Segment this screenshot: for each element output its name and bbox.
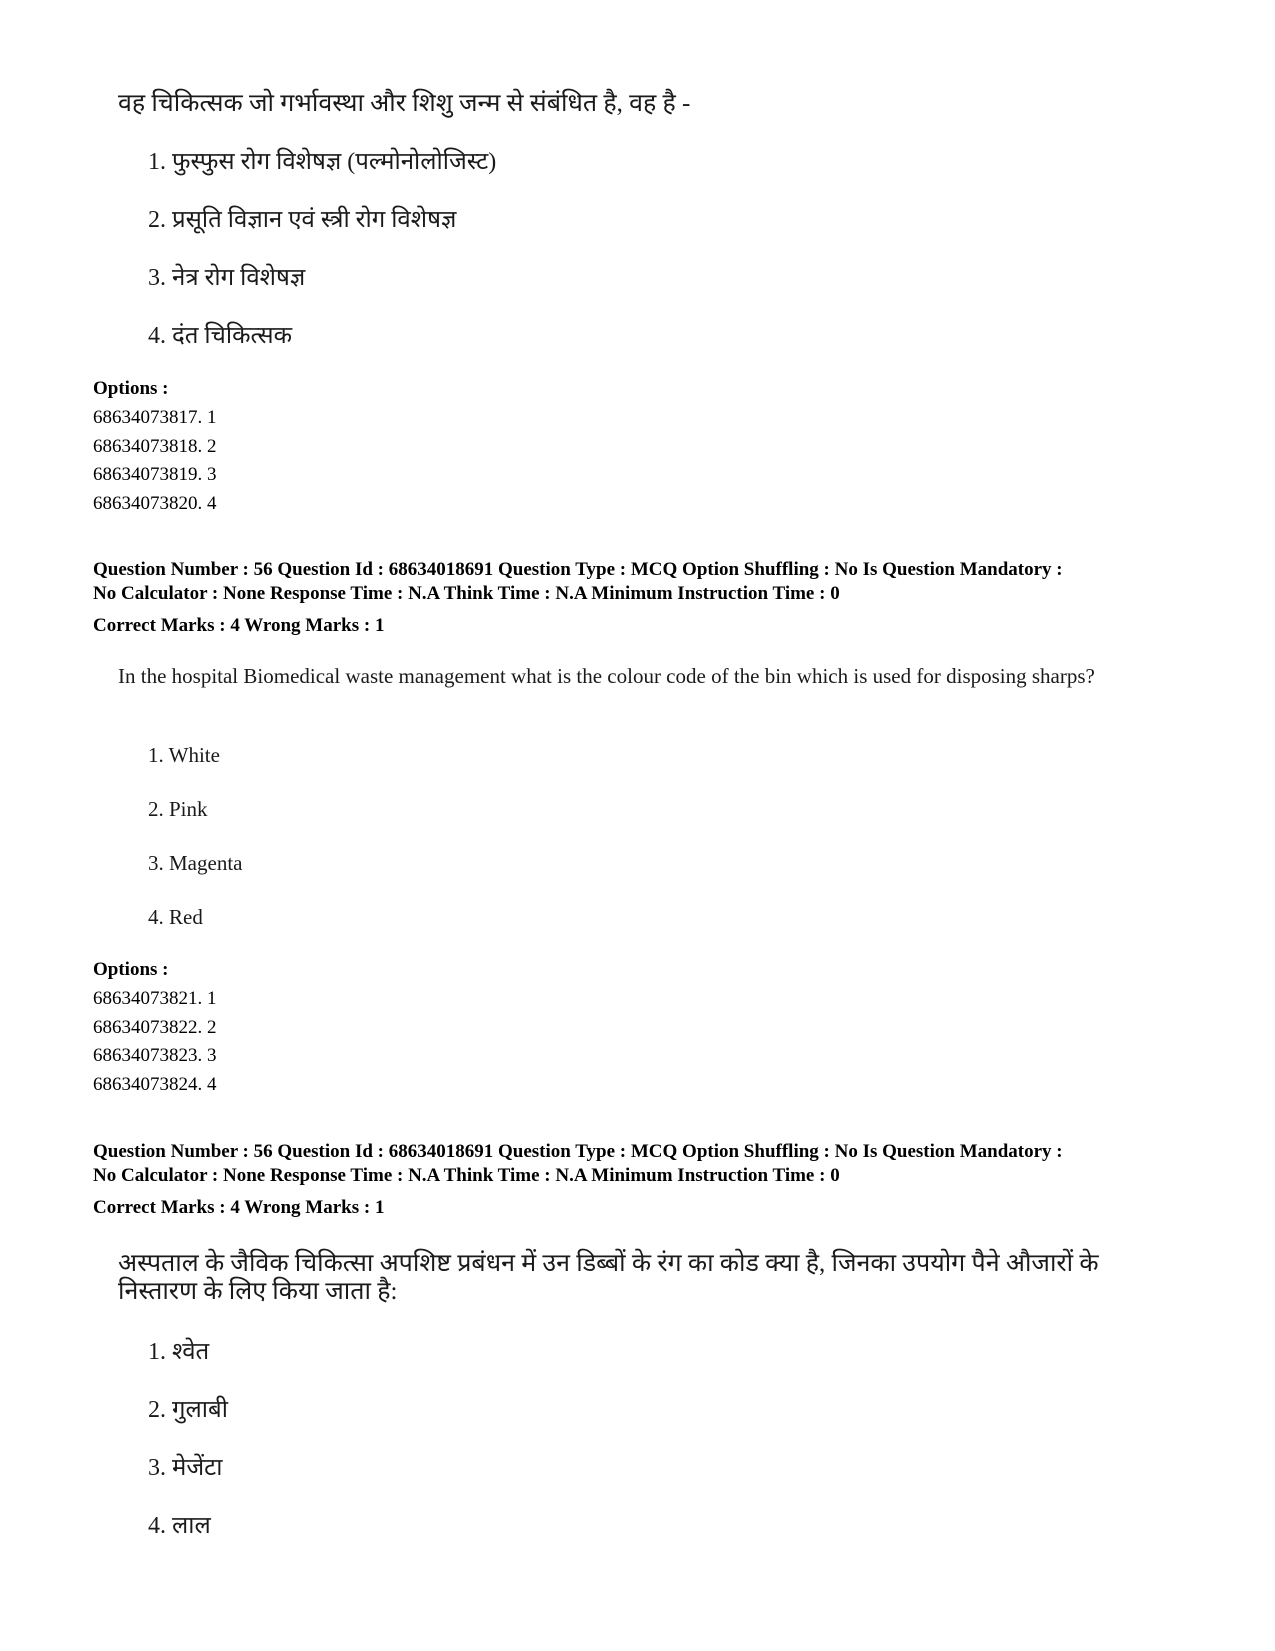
option-line: 68634073818. 2 (93, 436, 217, 457)
choice-item: 2. गुलाबी (148, 1397, 228, 1423)
option-line: 68634073823. 3 (93, 1045, 217, 1066)
choice-item: 4. Red (148, 905, 203, 929)
question-meta-line: Question Number : 56 Question Id : 68634018691 Question Type : MCQ Option Shuffling : No Is Question Mandatory : (93, 559, 1063, 580)
question-meta (93, 1140, 1233, 1188)
choice-item: 3. नेत्र रोग विशेषज्ञ (148, 265, 306, 291)
choice-item: 4. दंत चिकित्सक (148, 323, 293, 349)
choice-item: 3. Magenta (148, 851, 243, 875)
choice-item: 3. मेजेंटा (148, 1455, 223, 1481)
choice-item: 1. White (148, 743, 220, 767)
option-line: 68634073817. 1 (93, 407, 217, 428)
question-text-hindi-1: वह चिकित्सक जो गर्भावस्था और शिशु जन्म से संबंधित है, वह है - (118, 90, 691, 117)
question-text-hindi-2: अस्पताल के जैविक चिकित्सा अपशिष्ट प्रबंधन में उन डिब्बों के रंग का कोड क्या है, जिनका उपयोग पैने औजारों के निस्तारण के लिए किया जाता है: (118, 1250, 1099, 1305)
option-line: 68634073822. 2 (93, 1017, 217, 1038)
question-meta (93, 558, 1233, 606)
marks-line: Correct Marks : 4 Wrong Marks : 1 (93, 1197, 385, 1218)
option-line: 68634073821. 1 (93, 988, 217, 1009)
option-line: 68634073820. 4 (93, 493, 217, 514)
options-heading: Options : (93, 959, 169, 980)
option-line: 68634073824. 4 (93, 1074, 217, 1095)
question-text-english: In the hospital Biomedical waste management what is the colour code of the bin which is used for disposing sharps? (118, 664, 1095, 688)
option-line: 68634073819. 3 (93, 464, 217, 485)
choice-item: 2. प्रसूति विज्ञान एवं स्त्री रोग विशेषज्ञ (148, 207, 457, 233)
question-meta-line: No Calculator : None Response Time : N.A Think Time : N.A Minimum Instruction Time : 0 (93, 583, 840, 604)
choice-item: 1. फुस्फुस रोग विशेषज्ञ (पल्मोनोलोजिस्ट) (148, 149, 497, 175)
question-meta-line: No Calculator : None Response Time : N.A Think Time : N.A Minimum Instruction Time : 0 (93, 1165, 840, 1186)
marks-line: Correct Marks : 4 Wrong Marks : 1 (93, 615, 385, 636)
choice-item: 2. Pink (148, 797, 208, 821)
options-heading: Options : (93, 378, 169, 399)
choice-item: 4. लाल (148, 1513, 211, 1539)
choice-item: 1. श्वेत (148, 1339, 210, 1365)
question-meta-line: Question Number : 56 Question Id : 68634018691 Question Type : MCQ Option Shuffling : No Is Question Mandatory : (93, 1141, 1063, 1162)
